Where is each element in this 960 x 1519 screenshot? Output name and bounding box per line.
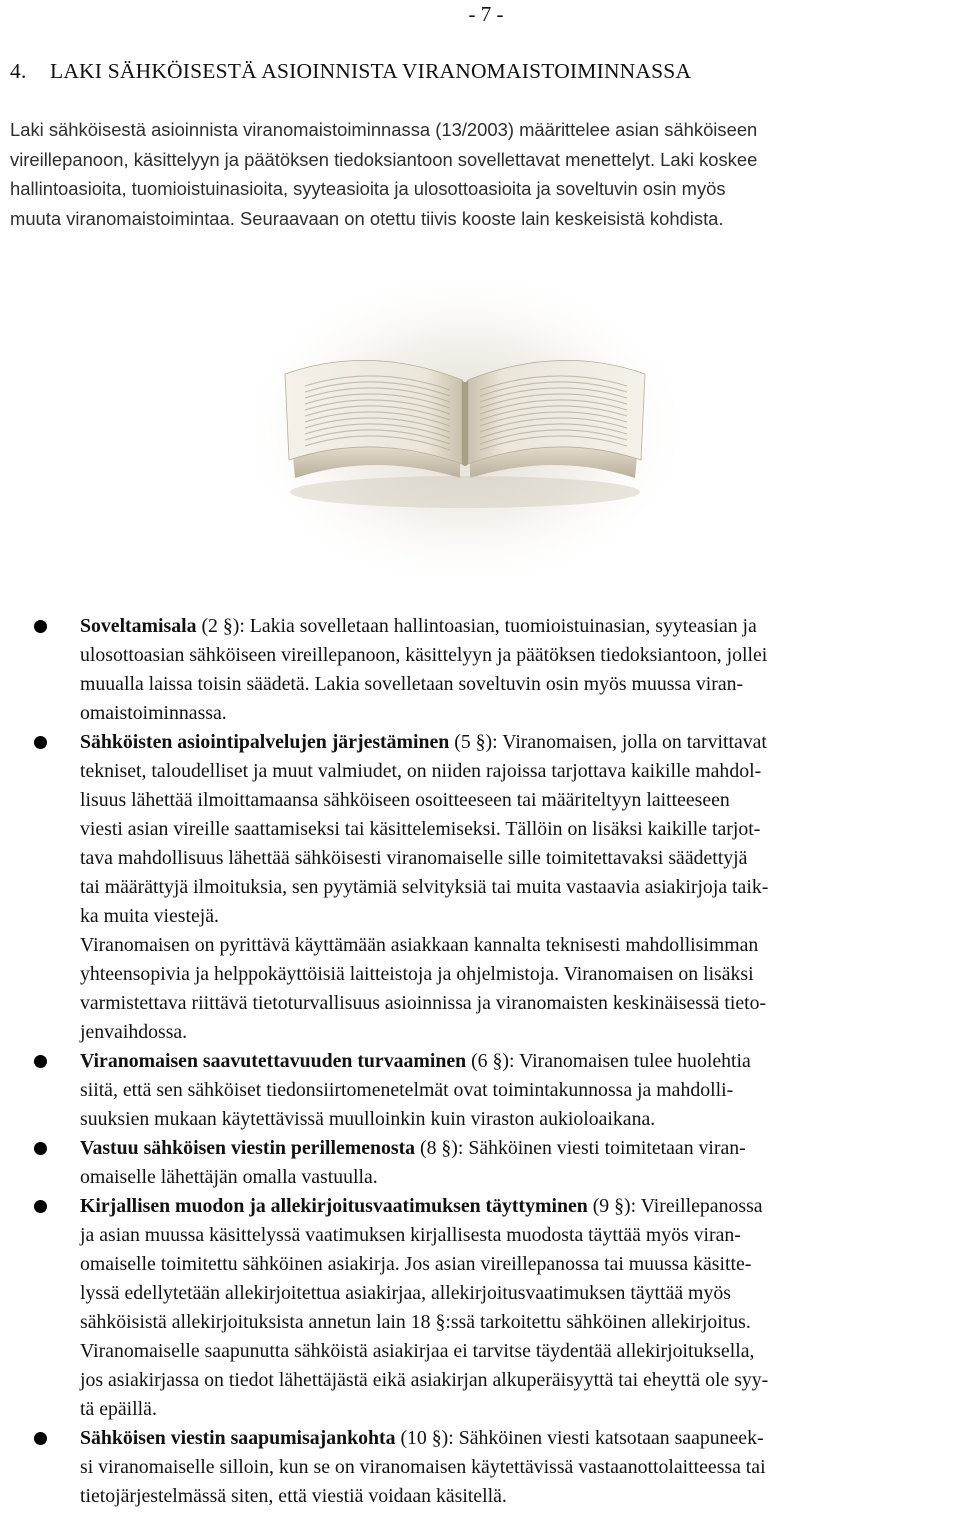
intro-paragraph: Laki sähköisestä asioinnista viranomaistoiminnassa (13/2003) määrittelee asian sähköiseen vireillepanoon, käsittelyyn ja päätöksen tiedoksiantoon sovellettavat menettelyt. Laki koskee hallintoasioita, tuomioistuinasioita, syyteasioita ja ulosottoasioita ja soveltuvin osin myös muuta viranomaistoimintaa. Seuraavaan on otettu tiivis kooste lain keskeisistä kohdista. <box>10 119 758 229</box>
bullet-lead-term: Sähköisten asiointipalvelujen järjestäminen <box>80 731 450 753</box>
bullet-body: Sähköinen viesti katsotaan saapuneek- si viranomaiselle silloin, kun se on viranomaisen käytettävissä vastaanottolaitteessa tai tietojärjestelmässä siten, että viestiä voidaan käsitellä. <box>80 1427 766 1507</box>
list-item <box>0 612 960 728</box>
list-item <box>0 1424 960 1511</box>
bullet-icon <box>34 1200 47 1213</box>
list-item <box>0 1047 960 1134</box>
section-title: LAKI SÄHKÖISESTÄ ASIOINNISTA VIRANOMAISTOIMINNASSA <box>50 59 692 83</box>
open-book-image <box>255 282 675 577</box>
open-book-picture-icon <box>255 282 675 577</box>
bullet-body: Vireillepanossa ja asian muussa käsittelyssä vaatimuksen kirjallisesta muodosta täyttää myös viran- omaiselle toimitettu sähköinen asiakirja. Jos asian vireillepanossa tai muussa käsitte- lyssä edellytetään allekirjoitettua asiakirjaa, allekirjoitusvaatimuksen täyttää myös sähköisistä allekirjoituksista annetun lain 18 §:ssä tarkoitettu sähköinen allekirjoitus. Viranomaiselle saapunutta sähköistä asiakirjaa ei tarvitse täydentää allekirjoituksella, jos asiakirjassa on tiedot lähettäjästä eikä asiakirjan alkuperäisyyttä tai eheyttä ole syy- tä epäillä. <box>80 1195 769 1420</box>
bullet-icon <box>34 1142 47 1155</box>
bullet-lead-term: Kirjallisen muodon ja allekirjoitusvaatimuksen täyttyminen <box>80 1195 588 1217</box>
section-reference: (6 §): <box>466 1050 520 1072</box>
bullet-lead-term: Sähköisen viestin saapumisajankohta <box>80 1427 396 1449</box>
bullet-body: Sähköinen viesti toimitetaan viran- omaiselle lähettäjän omalla vastuulla. <box>80 1137 746 1188</box>
page-number: - 7 - <box>468 2 504 26</box>
bullet-icon <box>34 620 47 633</box>
bullet-body: Viranomaisen, jolla on tarvittavat tekniset, taloudelliset ja muut valmiudet, on niiden rajoissa tarjottava kaikille mahdol- lisuus lähettää ilmoittamaansa sähköiseen osoitteeseen tai määriteltyyn laitteeseen viesti asian vireille saattamiseksi tai käsittelemiseksi. Tällöin on lisäksi kaikille tarjot- tava mahdollisuus lähettää sähköisesti viranomaiselle sille toimitettavaksi säädettyjä tai määrättyjä ilmoituksia, sen pyytämiä selvityksiä tai muita vastaavia asiakirjoja taik- ka muita viestejä. Viranomaisen on pyrittävä käyttämään asiakkaan kannalta teknisesti mahdollisimman yhteensopivia ja helppokäyttöisiä laitteistoja ja ohjelmistoja. Viranomaisen on lisäksi varmistettava riittävä tietoturvallisuus asioinnissa ja viranomaisten keskinäisessä tieto- jenvaihdossa. <box>80 731 769 1043</box>
section-reference: (9 §): <box>587 1195 641 1217</box>
list-item <box>0 728 960 1047</box>
bullet-lead-term: Soveltamisala <box>80 615 197 637</box>
list-item <box>0 1134 960 1192</box>
bullet-icon <box>34 1432 47 1445</box>
section-reference: (2 §): <box>196 615 250 637</box>
section-number: 4. <box>10 59 27 83</box>
bullet-icon <box>34 736 47 749</box>
section-reference: (5 §): <box>449 731 503 753</box>
bullet-lead-term: Viranomaisen saavutettavuuden turvaaminen <box>80 1050 467 1072</box>
bullet-lead-term: Vastuu sähköisen viestin perillemenosta <box>80 1137 416 1159</box>
section-reference: (10 §): <box>395 1427 459 1449</box>
bullet-body: Viranomaisen tulee huolehtia siitä, että sen sähköiset tiedonsiirtomenetelmät ovat toimintakunnossa ja mahdolli- suuksien mukaan käytettävissä muulloinkin kuin viraston aukioloaikana. <box>80 1050 751 1130</box>
bullet-icon <box>34 1055 47 1068</box>
section-reference: (8 §): <box>415 1137 469 1159</box>
bullet-body: Lakia sovelletaan hallintoasian, tuomioistuinasian, syyteasian ja ulosottoasian sähköiseen vireillepanoon, käsittelyyn ja päätöksen tiedoksiantoon, jollei muualla laissa toisin säädetä. Lakia sovelletaan soveltuvin osin myös muussa viran- omaistoiminnassa. <box>80 615 768 724</box>
list-item <box>0 1192 960 1424</box>
summary-bullet-list <box>0 612 960 1511</box>
section-heading <box>10 58 950 84</box>
